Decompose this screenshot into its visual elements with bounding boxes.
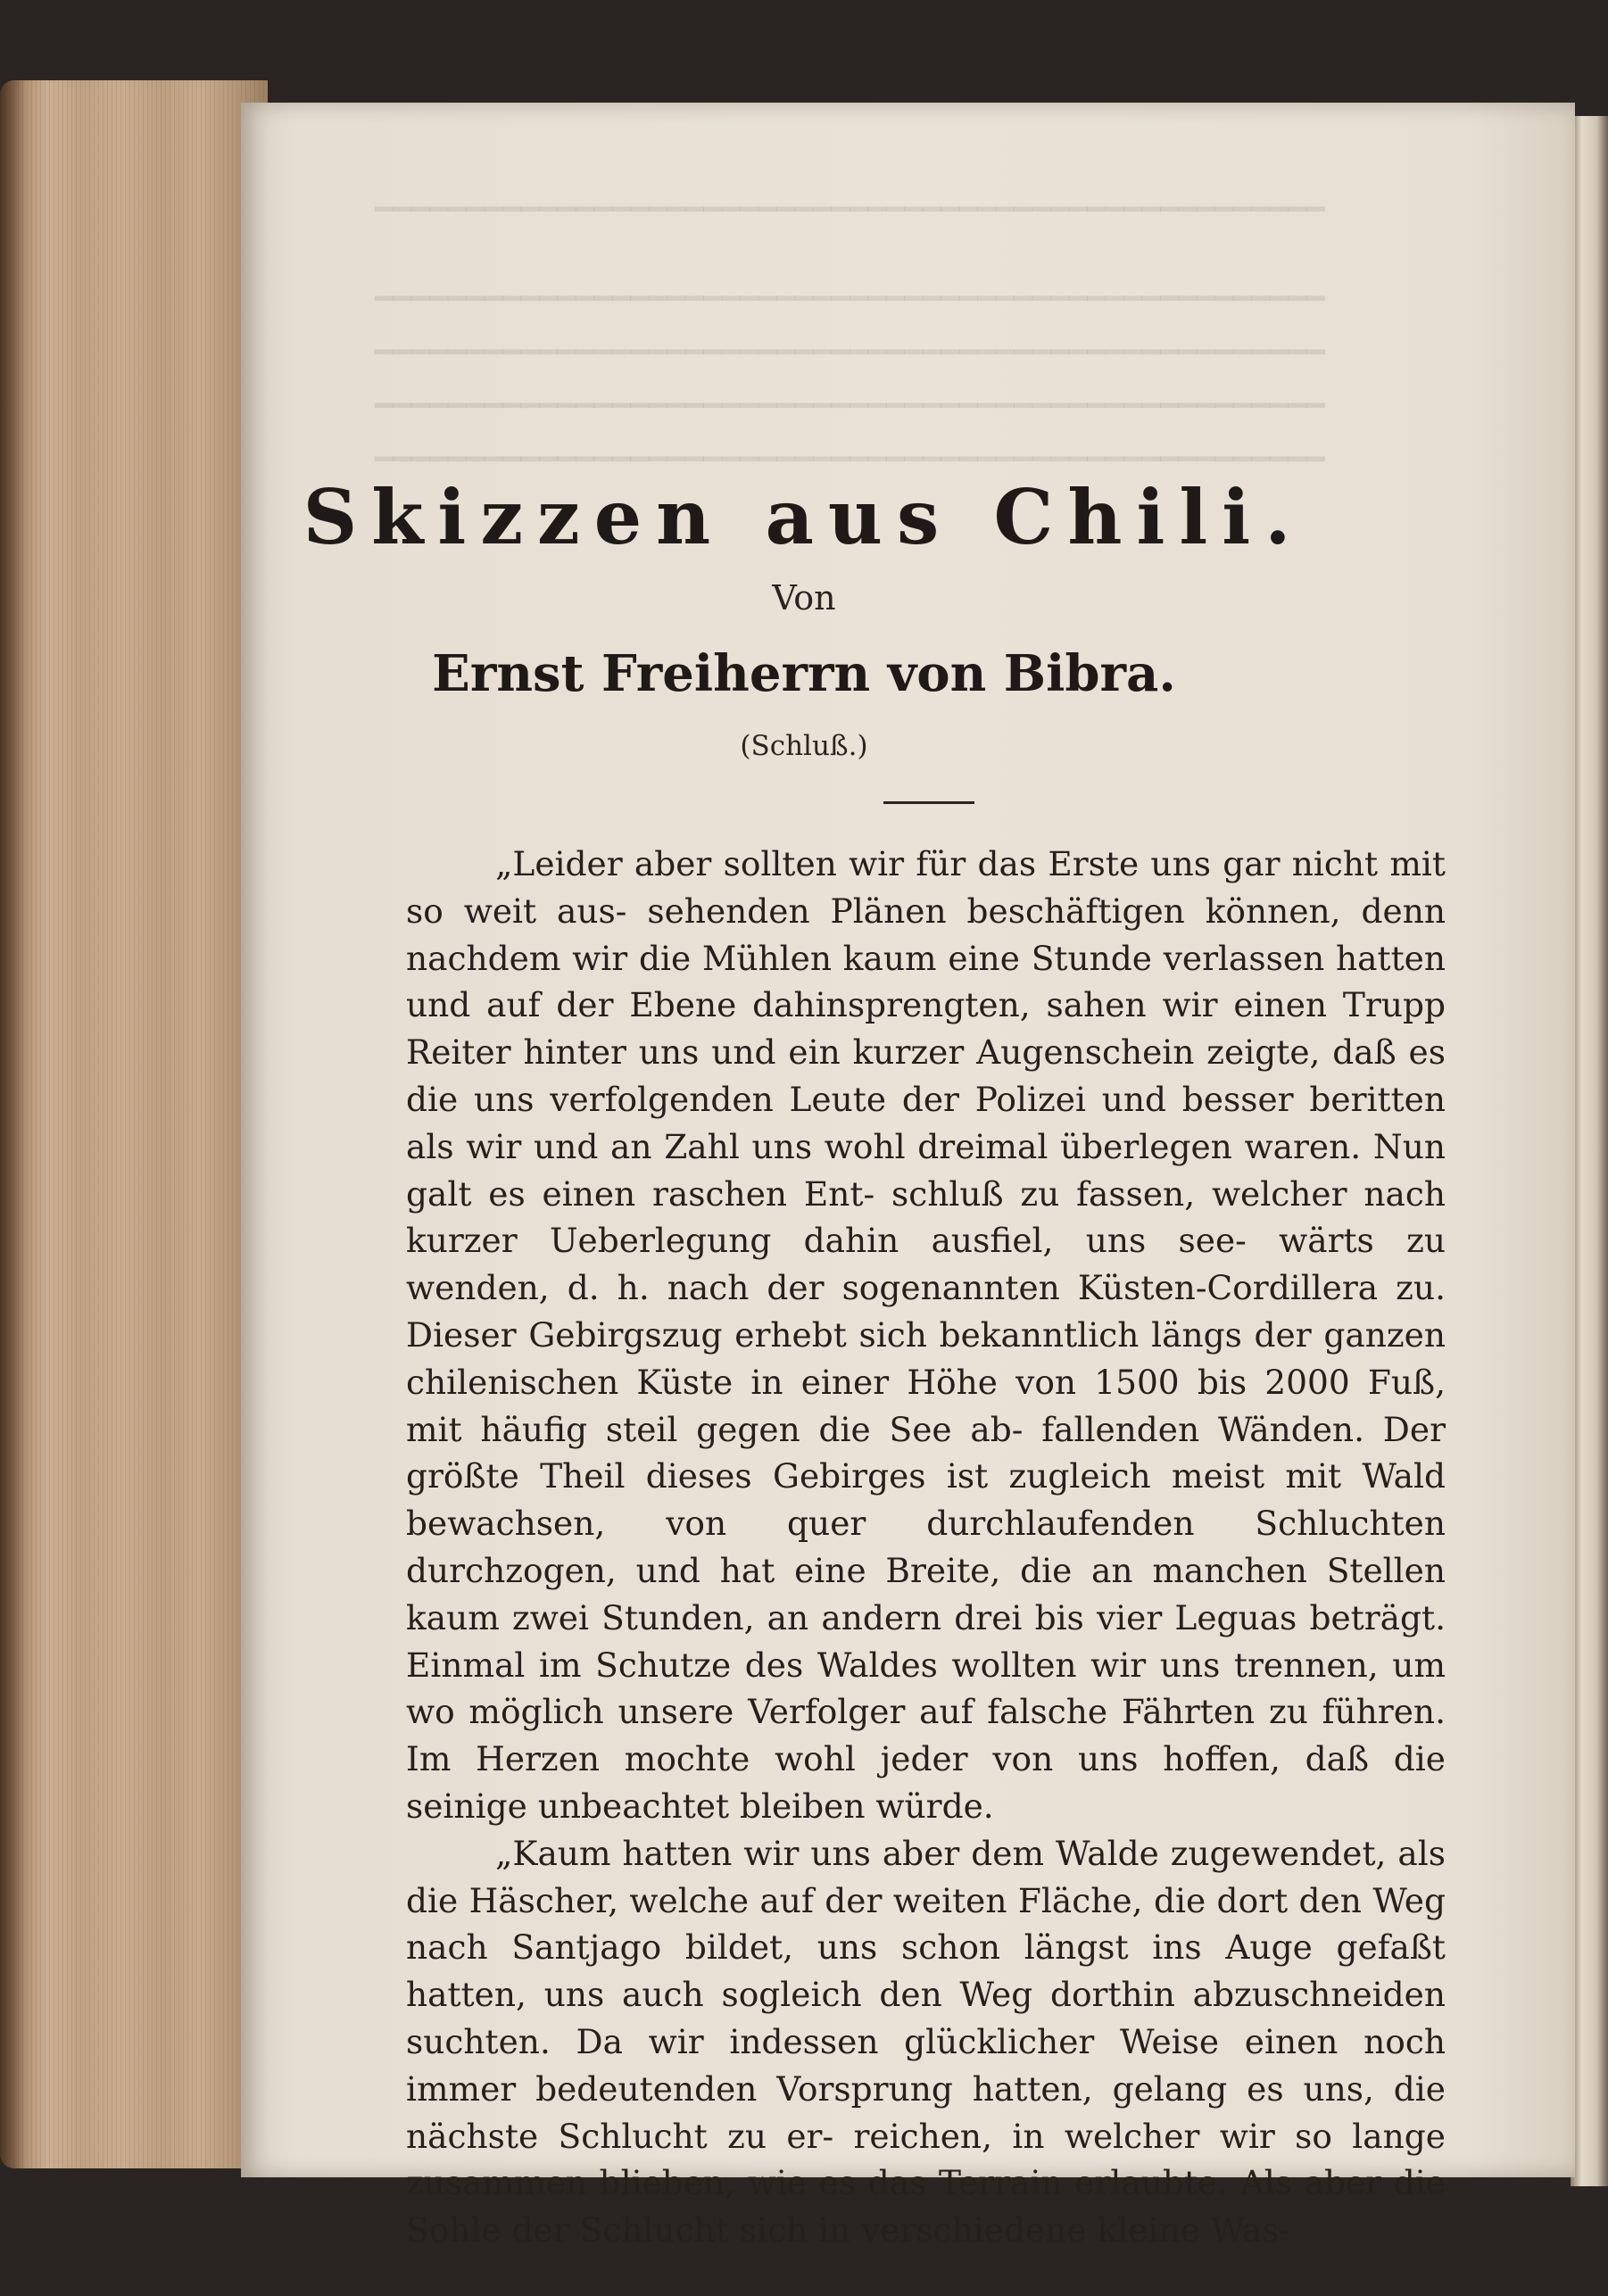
continuation-note: (Schluß.) <box>740 730 868 762</box>
paragraph: „Leider aber sollten wir für das Erste uns gar nicht mit so weit aus- sehenden Plänen beschäftigen können, denn nachdem wir die Mühlen kaum eine Stunde verlassen hatten und auf der Ebene dahinsprengten, sahen wir einen Trupp Reiter hinter uns und ein kurzer Augenschein zeigte, daß es die uns verfolgenden Leute der Polizei und besser beritten als wir und an Zahl uns wohl dreimal überlegen waren. Nun galt es einen raschen Ent- schluß zu fassen, welcher nach kurzer Ueberlegung dahin ausfiel, uns see- wärts zu wenden, d. h. nach der sogenannten Küsten-Cordillera zu. Dieser Gebirgszug erhebt sich bekanntlich längs der ganzen chilenischen Küste in einer Höhe von 1500 bis 2000 Fuß, mit häufig steil gegen die See ab- fallenden Wänden. Der größte Theil dieses Gebirges ist zugleich meist mit Wald bewachsen, von quer durchlaufenden Schluchten durchzogen, und hat eine Breite, die an manchen Stellen kaum zwei Stunden, an andern drei bis vier Leguas beträgt. Einmal im Schutze des Waldes wollten wir uns trennen, um wo möglich unsere Verfolger auf falsche Fährten zu führen. Im Herzen mochte wohl jeder von uns hoffen, daß die seinige unbeachtet bleiben würde. <box>406 844 1446 1826</box>
article-title: Skizzen aus Chili. <box>303 473 1305 561</box>
book-page-edges <box>0 80 268 2168</box>
article-body <box>406 841 1446 2254</box>
facing-page-edge <box>1571 116 1608 2186</box>
title-divider <box>883 801 974 804</box>
bleed-through-line: ━━━━━━━━━━━━━━━━━━━━━━━━━━━━━━━━━━━━━━━━━━━━━━━━━━━━ <box>375 281 1325 317</box>
bleed-through-line: ━━━━━━━━━━━━━━━━━━━━━━━━━━━━━━━━━━━━━━━━━━━━━━━━━━━━ <box>375 335 1325 370</box>
byline-prefix: Von <box>772 578 836 618</box>
paragraph: „Kaum hatten wir uns aber dem Walde zugewendet, als die Häscher, welche auf der weiten Fläche, die dort den Weg nach Santjago bildet, uns schon längst ins Auge gefaßt hatten, uns auch sogleich den Weg dorthin abzuschneiden suchten. Da wir indessen glücklicher Weise einen noch immer bedeutenden Vorsprung hatten, gelang es uns, die nächste Schlucht zu er- reichen, in welcher wir so lange zusammen blieben, wie es das Terrain erlaubte. Als aber die Sohle der Schlucht sich in verschiedene kleine Was- <box>406 1833 1446 2250</box>
bleed-through-line: ━━━━━━━━━━━━━━━━━━━━━━━━━━━━━━━━━━━━━━━━━━━━━━━━━━━━ <box>375 442 1325 477</box>
author-name: Ernst Freiherrn von Bibra. <box>432 644 1176 703</box>
bleed-through-line: ━━━━━━━━━━━━━━━━━━━━━━━━━━━━━━━━━━━━━━━━━━━━━━━━━━━━ <box>375 192 1325 228</box>
bleed-through-line: ━━━━━━━━━━━━━━━━━━━━━━━━━━━━━━━━━━━━━━━━━━━━━━━━━━━━ <box>375 388 1325 424</box>
